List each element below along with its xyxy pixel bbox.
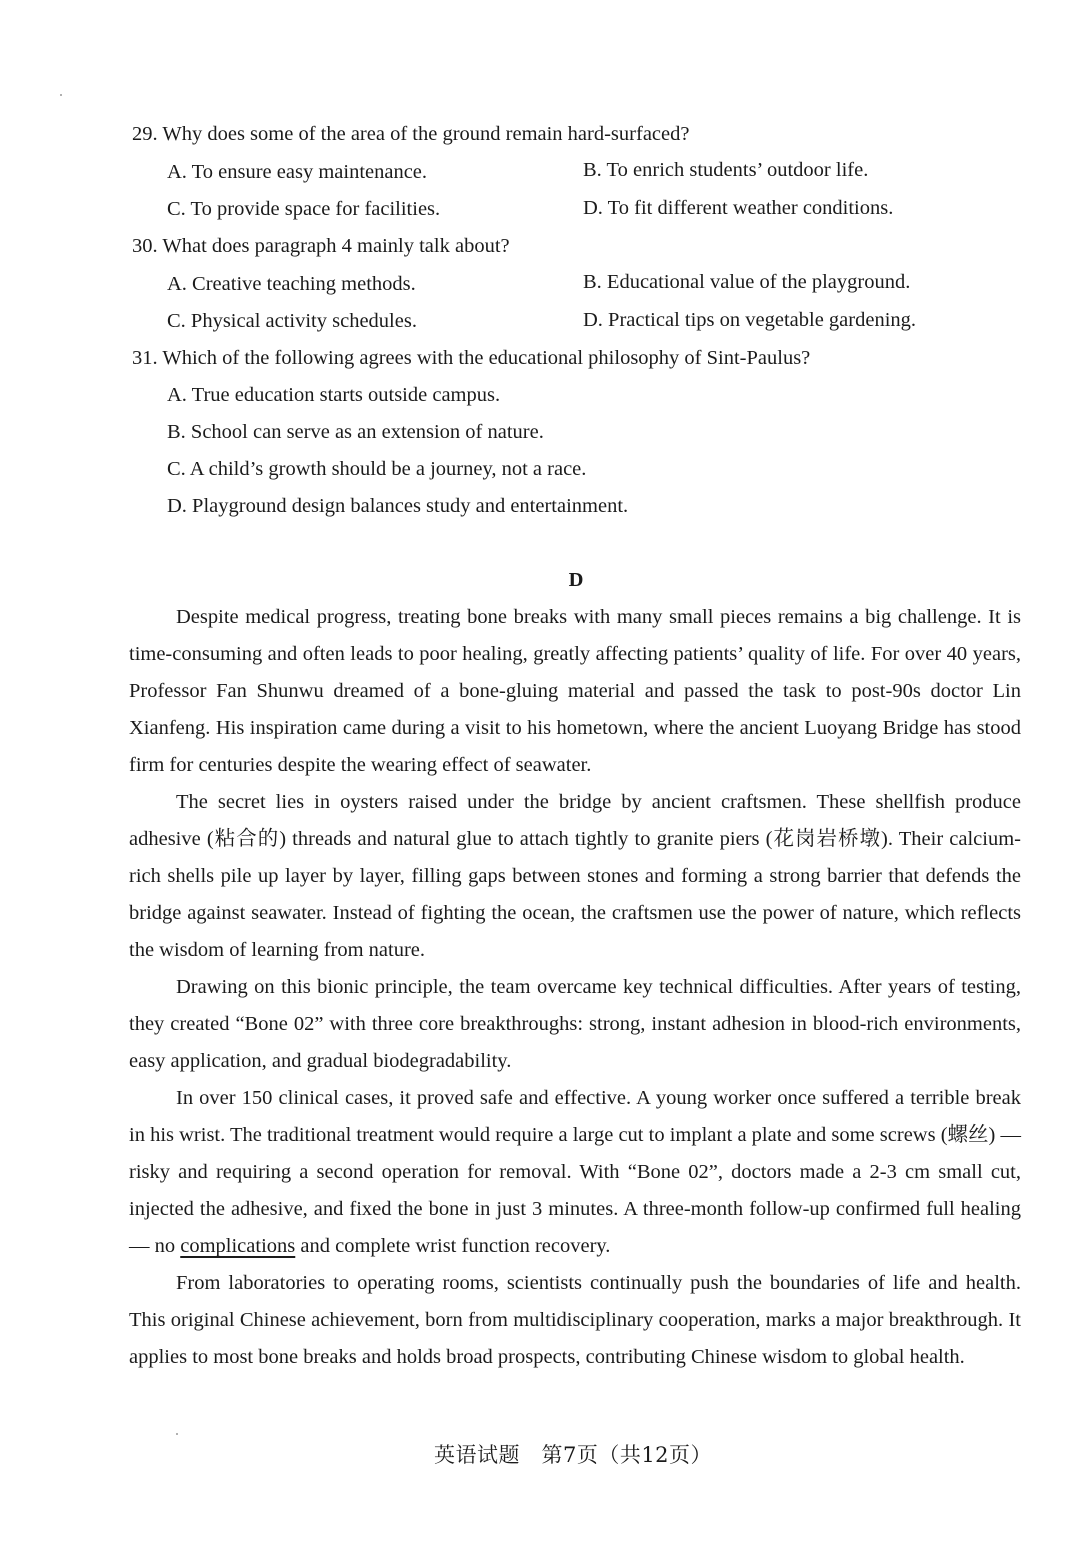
question-31-option-a: A. True education starts outside campus. (167, 384, 501, 406)
question-30-option-b: B. Educational value of the playground. (583, 271, 911, 293)
question-30-option-d: D. Practical tips on vegetable gardening. (583, 309, 917, 331)
question-29-option-b: B. To enrich students’ outdoor life. (583, 159, 869, 181)
page-footer: 英语试题 第7页（共12页） (433, 1443, 713, 1467)
question-29-option-d: D. To fit different weather conditions. (583, 197, 894, 219)
section-title: D (568, 569, 584, 591)
question-31-option-c: C. A child’s growth should be a journey, not a race. (167, 458, 587, 480)
question-30-stem: 30. What does paragraph 4 mainly talk about? (132, 235, 510, 257)
question-30-option-c: C. Physical activity schedules. (167, 310, 417, 332)
scan-speck (176, 1433, 178, 1435)
underlined-word-complications: complications (180, 1235, 296, 1257)
question-30-option-a: A. Creative teaching methods. (167, 273, 416, 295)
passage-paragraph-1: Despite medical progress, treating bone breaks with many small pieces remains a big challenge. It is time-consuming and often leads to poor healing, greatly affecting patients’ quality of life. For over 40 years, Professor Fan Shunwu dreamed of a bone-gluing material and passed the task to post-90s doctor Lin Xianfeng. His inspiration came during a visit to his hometown, where the ancient Luoyang Bridge has stood firm for centuries despite the wearing effect of seawater. (129, 606, 1021, 776)
scan-speck (60, 94, 62, 96)
paragraph-4-text-before: In over 150 clinical cases, it proved safe and effective. A young worker once suffered a terrible break in his wrist. The traditional treatment would require a large cut to implant a plate and some screws (螺丝) — risky and requiring a second operation for removal. With “Bone 02”, doctors made a 2-3 cm small cut, injected the adhesive, and fixed the bone in just 3 minutes. A three-month follow-up confirmed full healing — no (129, 1087, 1021, 1257)
passage-paragraph-4 (129, 1080, 1021, 1265)
question-29-option-a: A. To ensure easy maintenance. (167, 161, 428, 183)
reading-passage-d (129, 599, 1021, 1376)
question-31-option-d: D. Playground design balances study and entertainment. (167, 495, 629, 517)
passage-paragraph-3: Drawing on this bionic principle, the team overcame key technical difficulties. After years of testing, they created “Bone 02” with three core breakthroughs: strong, instant adhesion in blood-rich environments, easy application, and gradual biodegradability. (129, 976, 1021, 1072)
question-29-stem: 29. Why does some of the area of the ground remain hard-surfaced? (132, 123, 690, 145)
paragraph-4-text-after: and complete wrist function recovery. (295, 1235, 611, 1257)
question-31-option-b: B. School can serve as an extension of nature. (167, 421, 544, 443)
question-29-option-c: C. To provide space for facilities. (167, 198, 441, 220)
passage-paragraph-5: From laboratories to operating rooms, scientists continually push the boundaries of life and health. This original Chinese achievement, born from multidisciplinary cooperation, marks a major breakthrough. It applies to most bone breaks and holds broad prospects, contributing Chinese wisdom to global health. (129, 1272, 1021, 1368)
passage-paragraph-2: The secret lies in oysters raised under the bridge by ancient craftsmen. These shellfish produce adhesive (粘合的) threads and natural glue to attach tightly to granite piers (花岗岩桥墩). Their calcium-rich shells pile up layer by layer, filling gaps between stones and forming a strong barrier that defends the bridge against seawater. Instead of fighting the ocean, the craftsmen use the power of nature, which reflects the wisdom of learning from nature. (129, 791, 1021, 961)
question-31-stem: 31. Which of the following agrees with the educational philosophy of Sint-Paulus? (132, 347, 811, 369)
